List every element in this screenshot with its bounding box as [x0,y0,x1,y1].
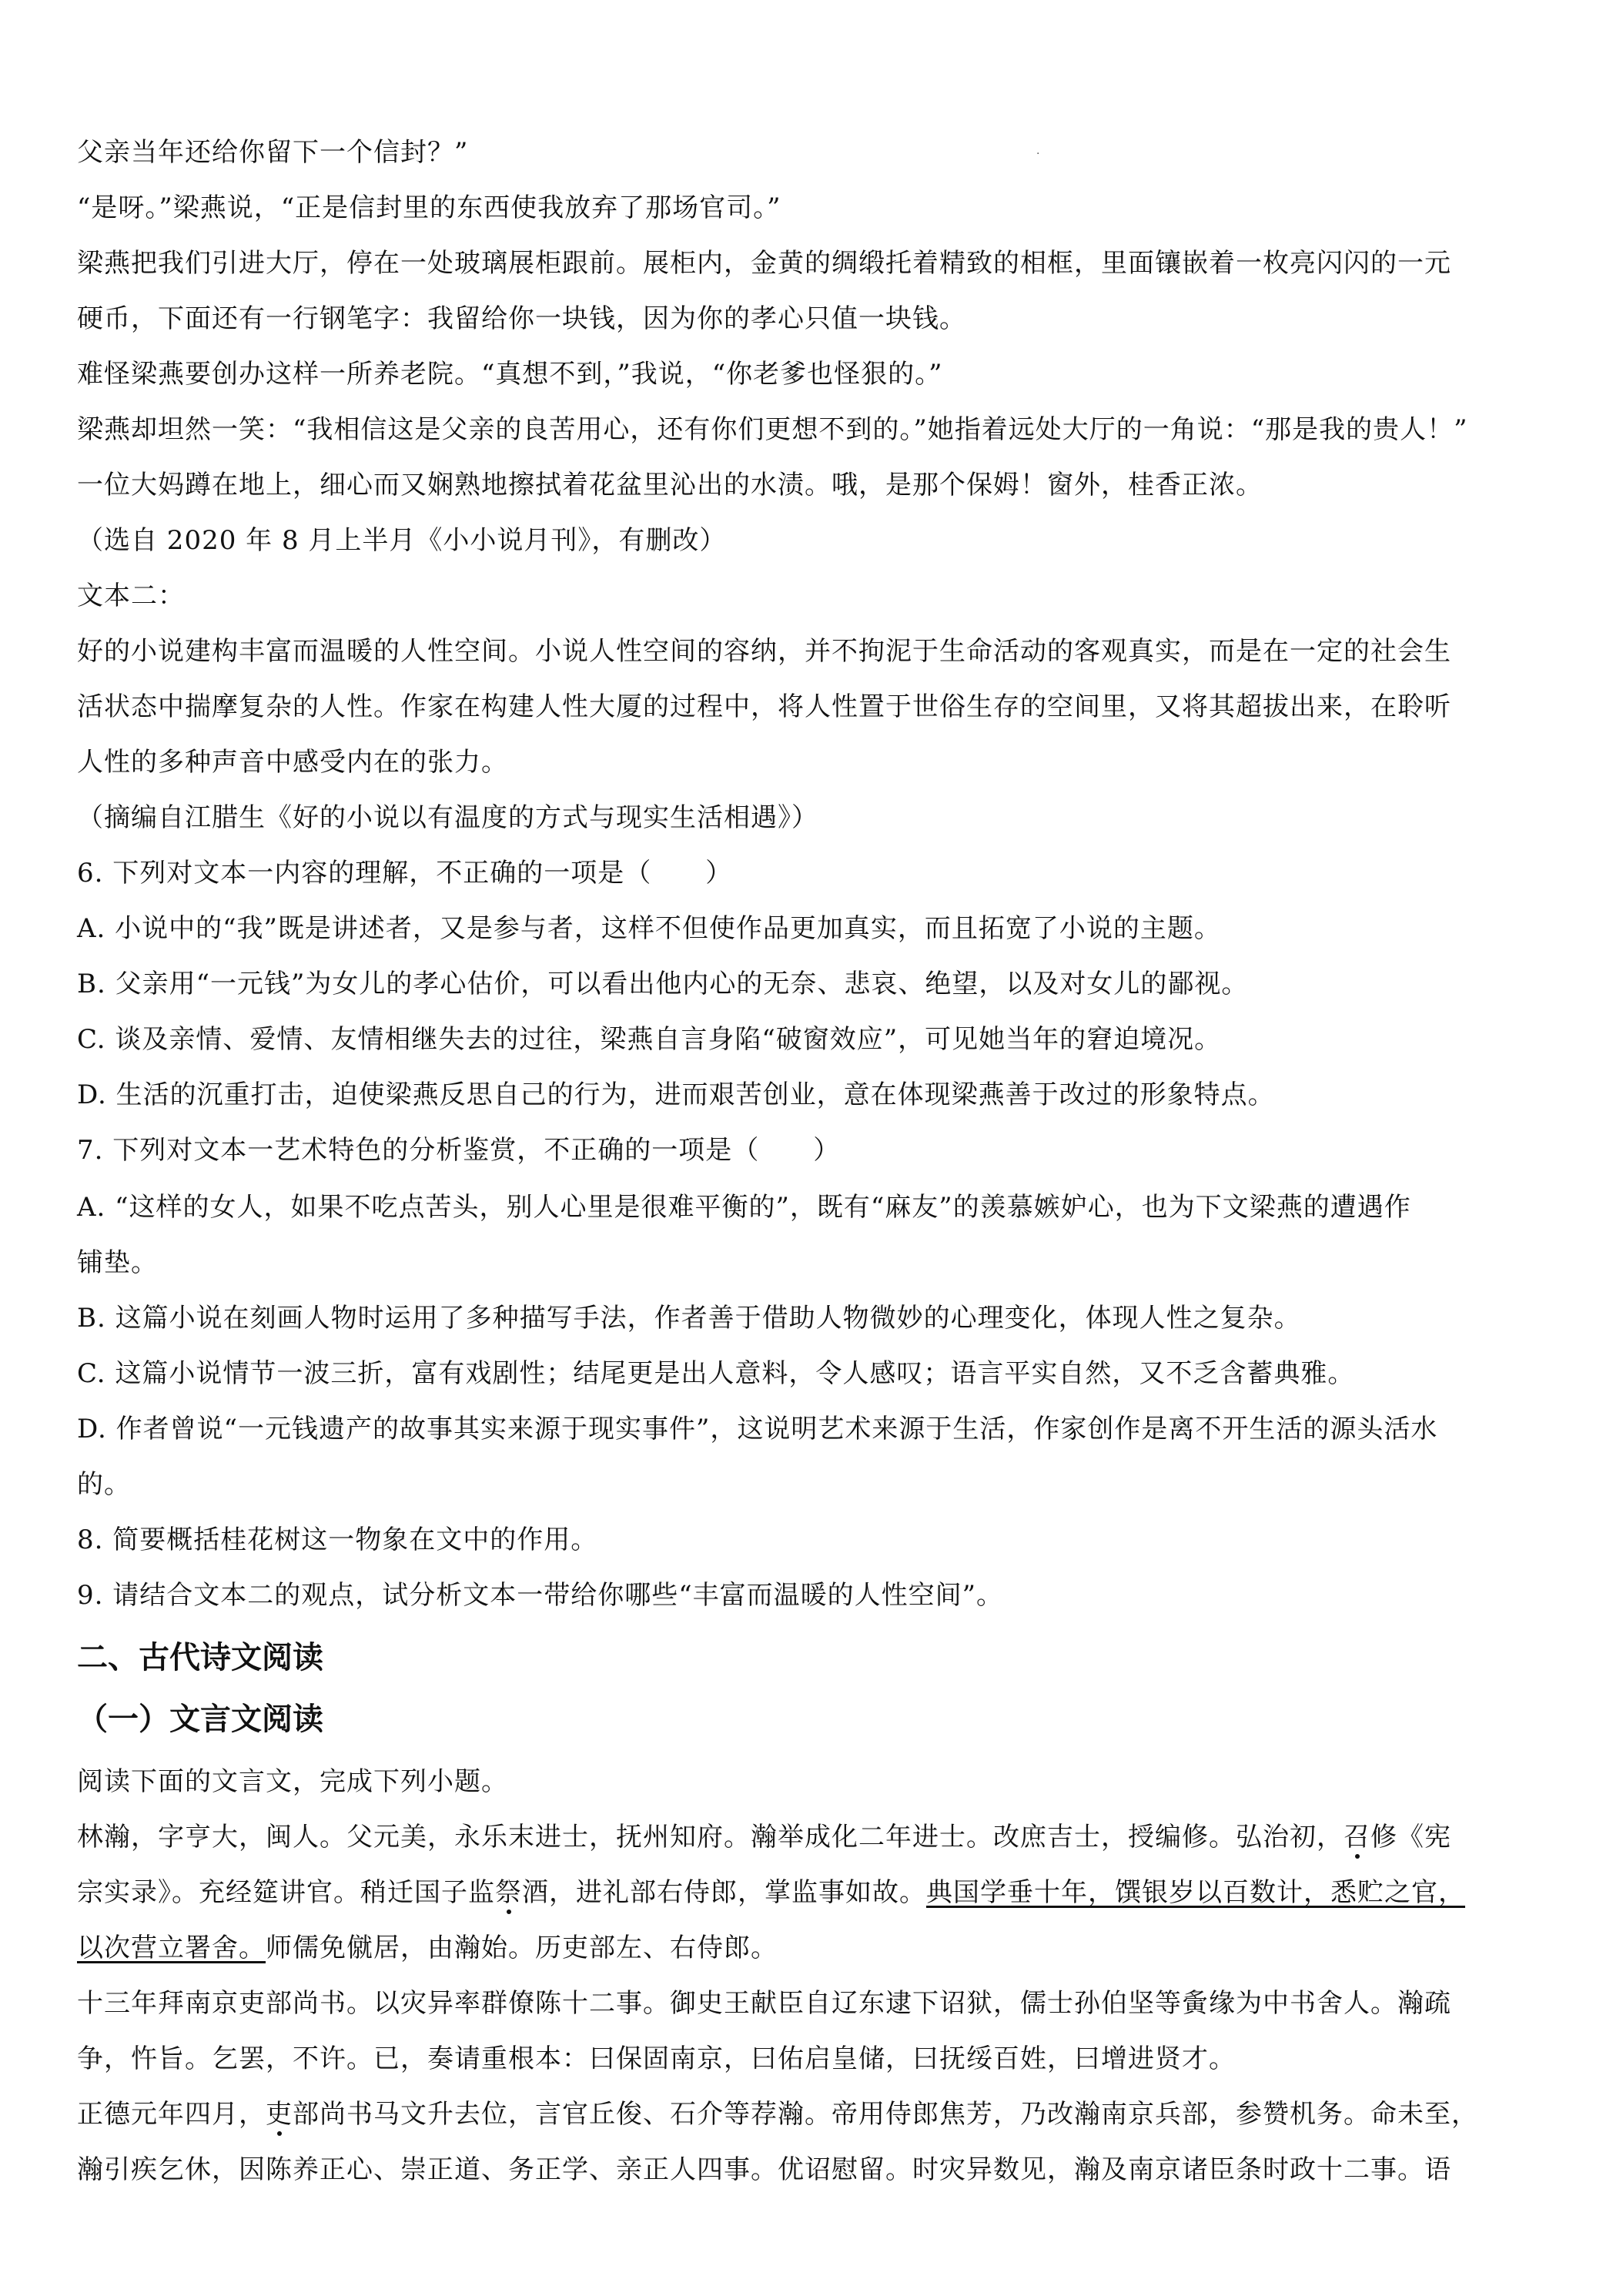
text-line: 父亲当年还给你留下一个信封？” [77,137,469,168]
text-line: 梁燕却坦然一笑：“我相信这是父亲的良苦用心，还有你们更想不到的。”她指着远处大厅的一角说：“那是我的贵人！” [77,414,1468,445]
question-8: 8. 简要概括桂花树这一物象在文中的作用。 [77,1525,598,1555]
option-b: B. 这篇小说在刻画人物时运用了多种描写手法，作者善于借助人物微妙的心理变化，体现人性之复杂。 [77,1303,1301,1334]
source-note: （摘编自江腊生《好的小说以有温度的方式与现实生活相遇》） [77,802,818,833]
classical-line [77,1931,778,1965]
text-line: 硬币，下面还有一行钢笔字：我留给你一块钱，因为你的孝心只值一块钱。 [77,303,966,334]
dotted-char: 祭 [495,1877,522,1908]
classical-line [77,1820,1451,1854]
classical-line: 瀚引疾乞休，因陈养正心、崇正道、务正学、亲正人四事。优诏慰留。时灾异数见，瀚及南京诸臣条时政十二事。语 [77,2154,1451,2185]
classical-line [77,1876,1465,1909]
option-a: A. “这样的女人，如果不吃点苦头，别人心里是很难平衡的”，既有“麻友”的羡慕嫉妒心，也为下文梁燕的遭遇作 [77,1192,1411,1223]
section-heading: 二、古代诗文阅读 [77,1640,323,1675]
text-line: 人性的多种声音中感受内在的张力。 [77,747,508,778]
text-segment: 正德元年四月， [77,2099,266,2130]
text-line: “是呀。”梁燕说，“正是信封里的东西使我放弃了那场官司。” [77,192,781,223]
option-a: A. 小说中的“我”既是讲述者，又是参与者，这样不但使作品更加真实，而且拓宽了小说的主题。 [77,913,1221,944]
classical-line [77,2097,1478,2131]
option-b: B. 父亲用“一元钱”为女儿的孝心估价，可以看出他内心的无奈、悲哀、绝望，以及对女儿的鄙视。 [77,969,1249,999]
option-a-cont: 铺垫。 [77,1247,158,1278]
text-line: 一位大妈蹲在地上，细心而又娴熟地擦拭着花盆里沁出的水渍。哦，是那个保姆！窗外，桂香正浓。 [77,470,1263,500]
option-d: D. 生活的沉重打击，迫使梁燕反思自己的行为，进而艰苦创业，意在体现梁燕善于改过的形象特点。 [77,1079,1275,1110]
section-label: 文本二： [77,581,185,611]
question-7: 7. 下列对文本一艺术特色的分析鉴赏，不正确的一项是（ ） [77,1135,841,1166]
classical-line: 十三年拜南京吏部尚书。以灾异率群僚陈十二事。御史王献臣自辽东逮下诏狱，儒士孙伯坚等夤缘为中书舍人。瀚疏 [77,1988,1451,2019]
underlined-sentence: 典国学垂十年，馔银岁以百数计，悉贮之官， [926,1877,1465,1908]
text-segment: 酒，进礼部右侍郎，掌监事如故。 [522,1877,926,1908]
text-segment: 部尚书马文升去位，言官丘俊、石介等荐瀚。帝用侍郎焦芳，乃改瀚南京兵部，参赞机务。命未至， [293,2099,1478,2130]
text-segment: 宗实录》。充经筵讲官。稍迁国子监 [77,1877,495,1908]
text-line: 活状态中揣摩复杂的人性。作家在构建人性大厦的过程中，将人性置于世俗生存的空间里，又将其超拔出来，在聆听 [77,691,1451,722]
dotted-char: 吏 [266,2099,293,2130]
classical-intro: 阅读下面的文言文，完成下列小题。 [77,1766,508,1797]
source-note: （选自 2020 年 8 月上半月《小小说月刊》，有删改） [77,525,727,556]
subsection-heading: （一）文言文阅读 [77,1702,323,1737]
option-d: D. 作者曾说“一元钱遗产的故事其实来源于现实事件”，这说明艺术来源于生活，作家创作是离不开生活的源头活水 [77,1414,1438,1444]
underlined-sentence: 以次营立署舍。 [77,1933,266,1963]
text-line: 好的小说建构丰富而温暖的人性空间。小说人性空间的容纳，并不拘泥于生命活动的客观真实，而是在一定的社会生 [77,636,1451,667]
text-segment: 修《宪 [1370,1822,1451,1853]
text-line: 难怪梁燕要创办这样一所养老院。“真想不到，”我说，“你老爹也怪狠的。” [77,359,943,390]
option-c: C. 这篇小说情节一波三折，富有戏剧性；结尾更是出人意料，令人感叹；语言平实自然，又不乏含蓄典雅。 [77,1358,1355,1389]
text-segment: 师儒免僦居，由瀚始。历吏部左、右侍郎。 [266,1933,778,1963]
question-9: 9. 请结合文本二的观点，试分析文本一带给你哪些“丰富而温暖的人性空间”。 [77,1580,1004,1611]
question-6: 6. 下列对文本一内容的理解，不正确的一项是（ ） [77,858,733,889]
classical-line: 争，忤旨。乞罢，不许。已，奏请重根本：曰保固南京，曰佑启皇储，曰抚绥百姓，曰增进贤才。 [77,2043,1236,2074]
option-d-cont: 的。 [77,1469,131,1500]
page-mark: · [1036,148,1040,160]
option-c: C. 谈及亲情、爱情、友情相继失去的过往，梁燕自言身陷“破窗效应”，可见她当年的窘迫境况。 [77,1024,1222,1055]
text-line: 梁燕把我们引进大厅，停在一处玻璃展柜跟前。展柜内，金黄的绸缎托着精致的相框，里面镶嵌着一枚亮闪闪的一元 [77,248,1451,279]
text-segment: 林瀚，字亨大，闽人。父元美，永乐末进士，抚州知府。瀚举成化二年进士。改庶吉士，授编修。弘治初， [77,1822,1344,1853]
dotted-char: 召 [1344,1822,1370,1853]
